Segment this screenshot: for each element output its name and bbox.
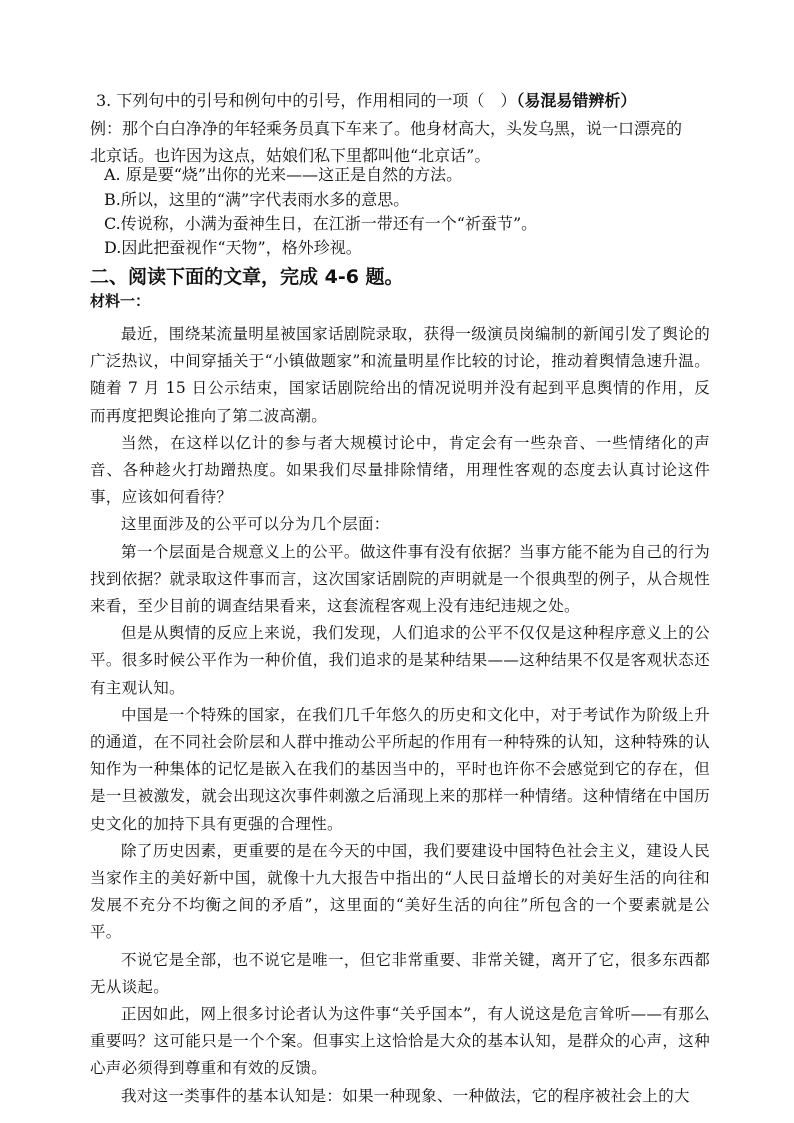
section-2-title: 二、阅读下面的文章，完成 4-6 题。 [90, 266, 404, 288]
paragraph: 最近，围绕某流量明星被国家话剧院录取，获得一级演员岗编制的新闻引发了舆论的广泛热议，中间穿插关于“小镇做题家”和流量明星作比较的讨论，推动着舆情急速升温。随着 7 月 15 日公示结束，国家话剧院给出的情况说明并没有起到平息舆情的作用，反而再度把舆论推向了第二波高潮。 [90, 325, 710, 425]
option-c: C.传说称，小满为蚕神生日，在江浙一带还有一个“祈蚕节”。 [104, 214, 538, 233]
paragraph: 中国是一个特殊的国家，在我们几千年悠久的历史和文化中，对于考试作为阶级上升的通道，在不同社会阶层和人群中推动公平所起的作用有一种特殊的认知，这种特殊的认知作为一种集体的记忆是嵌入在我们的基因当中的，平时也许你不会感觉到它的存在，但是一旦被激发，就会出现这次事件刺激之后涌现上来的那样一种情绪。这种情绪在中国历史文化的加持下具有更强的合理性。 [90, 705, 710, 833]
paragraph: 正因如此，网上很多讨论者认为这件事“关乎国本”，有人说这是危言耸听——有那么重要吗？这可能只是一个个案。但事实上这恰恰是大众的基本认知，是群众的心声，这种心声必须得到尊重和有效的反馈。 [90, 1005, 710, 1078]
question-3-text: 3. 下列句中的引号和例句中的引号，作用相同的一项（ ） [96, 91, 517, 110]
question-3-stem [96, 90, 636, 112]
option-a: A. 原是要“烧”出你的光来——这正是自然的方法。 [104, 165, 463, 184]
option-d: D.因此把蚕视作“天物”，格外珍视。 [104, 238, 362, 257]
question-3-example [90, 115, 710, 169]
question-3-tag: （易混易错辨析） [516, 91, 637, 110]
paragraph: 我对这一类事件的基本认知是：如果一种现象、一种做法，它的程序被社会上的大 [121, 1086, 690, 1105]
paragraph: 除了历史因素，更重要的是在今天的中国，我们要建设中国特色社会主义，建设人民当家作主的美好新中国，就像十九大报告中指出的“人民日益增长的对美好生活的向往和发展不充分不均衡之间的矛盾”，这里面的“美好生活的向往”所包含的一个要素就是公平。 [90, 841, 710, 942]
paragraph: 这里面涉及的公平可以分为几个层面： [121, 515, 390, 534]
material-1-label: 材料一： [90, 292, 151, 310]
paragraph: 当然，在这样以亿计的参与者大规模讨论中，肯定会有一些杂音、一些情绪化的声音、各种趁火打劫蹭热度。如果我们尽量排除情绪，用理性客观的态度去认真讨论这件事，应该如何看待？ [90, 433, 710, 507]
paragraph: 不说它是全部，也不说它是唯一，但它非常重要、非常关键，离开了它，很多东西都无从谈起。 [90, 950, 710, 996]
example-line-1: 例：那个白白净净的年轻乘务员真下车来了。他身材高大，头发乌黑，说一口漂亮的 [90, 119, 683, 138]
paragraph: 第一个层面是合规意义上的公平。做这件事有没有依据？当事方能不能为自己的行为找到依据？就录取这件事而言，这次国家话剧院的声明就是一个很典型的例子，从合规性来看，至少目前的调查结果看来，这套流程客观上没有违纪违规之处。 [90, 542, 710, 616]
paragraph: 但是从舆情的反应上来说，我们发现，人们追求的公平不仅仅是这种程序意义上的公平。很多时候公平作为一种价值，我们追求的是某种结果——这种结果不仅是客观状态还有主观认知。 [90, 624, 710, 697]
option-b: B.所以，这里的“满”字代表雨水多的意思。 [104, 190, 410, 209]
article-body [90, 321, 710, 1110]
example-line-2: 北京话。也许因为这点，姑娘们私下里都叫他“北京话”。 [90, 146, 491, 165]
